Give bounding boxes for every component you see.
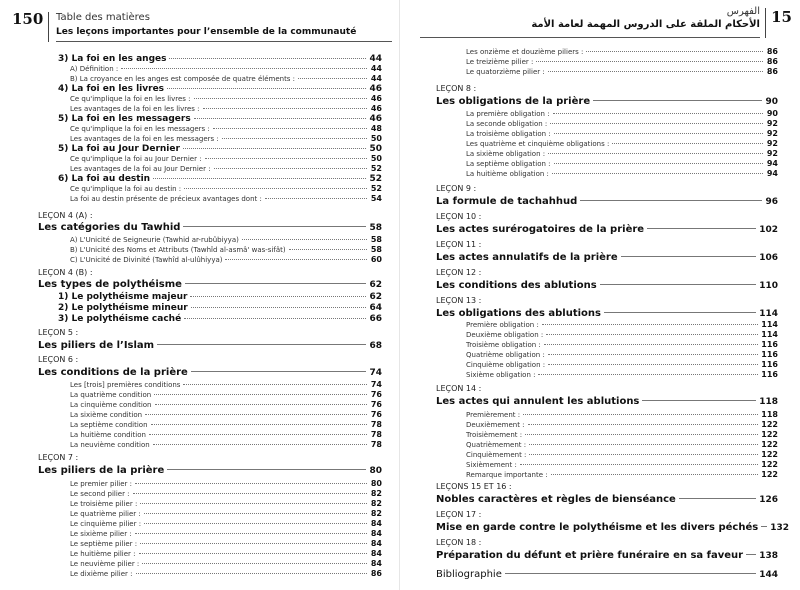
toc-page-number: 92: [766, 129, 778, 138]
dot-leader: [548, 71, 763, 72]
dot-leader: [529, 454, 758, 455]
dot-leader: [529, 444, 758, 445]
toc-entry-title: 5) La foi au Jour Dernier: [58, 144, 180, 154]
toc-entry[interactable]: [466, 460, 778, 469]
toc-page-number: 58: [370, 245, 382, 254]
toc-entry-title: 4) La foi en les livres: [58, 84, 165, 94]
toc-page-number: 52: [370, 164, 382, 173]
toc-page-number: 78: [370, 430, 382, 439]
toc-page-number: 52: [370, 184, 382, 193]
toc-page-number: 46: [369, 114, 382, 124]
toc-entry-title: C) L'Unicité de Divinité (Tawhîd al-ulûhiyya): [70, 256, 223, 264]
toc-entry-title: Deuxièmement :: [466, 421, 525, 429]
toc-entry-title: Les obligations des ablutions: [436, 308, 601, 319]
toc-page-number: 82: [370, 509, 382, 518]
lesson-label[interactable]: [436, 268, 778, 277]
toc-page-number: 84: [370, 539, 382, 548]
toc-entry[interactable]: [466, 57, 778, 66]
dot-leader: [621, 256, 757, 257]
toc-section-entry[interactable]: [436, 522, 789, 533]
dot-leader: [548, 364, 758, 365]
dot-leader: [679, 498, 756, 499]
toc-page-number: 116: [761, 350, 778, 359]
toc-page-number: 84: [370, 549, 382, 558]
toc-entry-title: Les piliers de la prière: [38, 465, 165, 476]
dot-leader: [550, 123, 763, 124]
toc-section-entry[interactable]: [436, 308, 778, 319]
toc-entry-title: LEÇON 12 :: [436, 268, 482, 277]
toc-entry-title: Les avantages de la foi en les livres :: [70, 105, 200, 113]
lesson-label[interactable]: [436, 240, 778, 249]
toc-page-number: 58: [369, 223, 382, 233]
toc-entry-title: La huitième condition: [70, 431, 146, 439]
toc-page-number: 44: [370, 64, 382, 73]
header-arabic-title: الفهرس: [726, 6, 760, 17]
toc-entry-title: Ce qu'implique la foi au destin :: [70, 185, 182, 193]
toc-entry[interactable]: [466, 430, 778, 439]
toc-entry-title: Le troisième pilier :: [70, 500, 138, 508]
toc-entry-title: La formule de tachahhud: [436, 196, 578, 207]
toc-entry-title: La seconde obligation :: [466, 120, 548, 128]
toc-page-number: 62: [369, 292, 382, 302]
toc-page-number: 66: [369, 314, 382, 324]
toc-entry-title: LEÇON 5 :: [38, 328, 79, 337]
toc-entry[interactable]: [466, 159, 778, 168]
toc-entry[interactable]: [466, 320, 778, 329]
toc-section-entry[interactable]: [436, 280, 778, 291]
toc-entry-title: Ce qu'implique la foi au Jour Dernier :: [70, 155, 202, 163]
toc-entry-title: Les avantages de la foi en les messagers :: [70, 135, 219, 143]
toc-entry[interactable]: [466, 470, 778, 479]
toc-entry-title: Le quatorzième pilier :: [466, 68, 545, 76]
toc-page-number: 84: [370, 559, 382, 568]
toc-page-number: 122: [761, 420, 778, 429]
toc-page-number: 68: [369, 341, 382, 351]
toc-entry-title: La quatrième condition: [70, 391, 152, 399]
toc-section-entry[interactable]: [436, 96, 778, 107]
toc-entry-title: Quatrièmement :: [466, 441, 527, 449]
toc-entry-title: Préparation du défunt et prière funéraire en sa faveur: [436, 550, 744, 561]
toc-entry-title: Cinquième obligation :: [466, 361, 546, 369]
toc-entry-title: LEÇON 17 :: [436, 510, 482, 519]
toc-page-number: 78: [370, 420, 382, 429]
toc-page-number: 52: [369, 174, 382, 184]
toc-page-number: 46: [369, 84, 382, 94]
toc-page-number: 122: [761, 430, 778, 439]
toc-page-number: 46: [370, 94, 382, 103]
toc-entry[interactable]: [466, 420, 778, 429]
toc-entry-title: A) L'Unicité de Seigneurie (Tawhid ar-rubûbiyya): [70, 236, 239, 244]
toc-entry-title: La première obligation :: [466, 110, 550, 118]
dot-leader: [542, 324, 759, 325]
toc-page-number: 94: [766, 169, 778, 178]
toc-entry[interactable]: [466, 149, 778, 158]
dot-leader: [586, 51, 763, 52]
toc-page-number: 62: [369, 280, 382, 290]
toc-page-number: 90: [766, 109, 778, 118]
dot-leader: [548, 153, 763, 154]
dot-leader: [746, 554, 756, 555]
toc-entry-title: LEÇON 8 :: [436, 84, 477, 93]
toc-entry-title: Nobles caractères et règles de bienséance: [436, 494, 676, 505]
toc-entry[interactable]: [466, 47, 778, 56]
lesson-label[interactable]: [436, 510, 778, 519]
toc-section-entry[interactable]: [436, 396, 778, 407]
toc-page-number: 48: [370, 124, 382, 133]
header-title: Table des matières: [56, 12, 150, 23]
toc-entry-title: B) La croyance en les anges est composée de quatre éléments :: [70, 75, 296, 83]
toc-page-number: 96: [765, 197, 778, 207]
right-page-header: [420, 6, 792, 46]
toc-entry-title: Bibliographie: [436, 569, 502, 580]
toc-page-number: 74: [369, 368, 382, 378]
toc-entry-title: 3) Le polythéisme caché: [58, 314, 182, 324]
toc-page-number: 76: [370, 390, 382, 399]
lesson-label[interactable]: [436, 538, 778, 547]
toc-entry-title: Les piliers de l’Islam: [38, 340, 155, 351]
toc-page-number: 126: [759, 495, 778, 505]
toc-entry-title: La neuvième condition: [70, 441, 150, 449]
toc-page-number: 138: [759, 551, 778, 561]
dot-leader: [553, 113, 763, 114]
toc-entry-title: Premièrement :: [466, 411, 521, 419]
header-divider: [765, 8, 766, 38]
toc-entry-title: Le treizième pilier :: [466, 58, 534, 66]
toc-section-entry[interactable]: [436, 252, 778, 263]
toc-entry-title: Quatrième obligation :: [466, 351, 545, 359]
toc-page-number: 122: [761, 450, 778, 459]
toc-page-number: 102: [759, 225, 778, 235]
toc-entry-title: LEÇON 13 :: [436, 296, 482, 305]
toc-entry[interactable]: [466, 139, 778, 148]
toc-entry-title: LEÇON 6 :: [38, 355, 79, 364]
dot-leader: [604, 312, 756, 313]
toc-entry-title: Les [trois] premières conditions: [70, 381, 181, 389]
toc-page-number: 144: [759, 570, 778, 580]
toc-entry-title: LEÇON 18 :: [436, 538, 482, 547]
toc-page-number: 132: [770, 523, 789, 533]
toc-entry-title: 3) La foi en les anges: [58, 54, 167, 64]
toc-page-number: 118: [761, 410, 778, 419]
toc-page-number: 116: [761, 370, 778, 379]
toc-page-number: 80: [370, 479, 382, 488]
toc-page-number: 44: [369, 54, 382, 64]
toc-entry-title: Les types de polythéisme: [38, 279, 182, 290]
toc-page-number: 60: [370, 255, 382, 264]
dot-leader: [546, 334, 758, 335]
lesson-label[interactable]: [436, 482, 778, 491]
toc-page-number: 76: [370, 410, 382, 419]
toc-page-number: 92: [766, 139, 778, 148]
toc-page-number: 122: [761, 470, 778, 479]
toc-entry-title: Première obligation :: [466, 321, 539, 329]
toc-entry[interactable]: [466, 450, 778, 459]
toc-page-number: 46: [370, 104, 382, 113]
toc-page-number: 86: [766, 47, 778, 56]
toc-entry-title: LEÇONS 15 ET 16 :: [436, 482, 512, 491]
toc-entry-title: 1) Le polythéisme majeur: [58, 292, 188, 302]
toc-entry[interactable]: [466, 360, 778, 369]
toc-page-number: 86: [370, 569, 382, 578]
dot-leader: [523, 414, 758, 415]
toc-page-number: 54: [370, 194, 382, 203]
dot-leader: [548, 354, 758, 355]
toc-entry[interactable]: [466, 340, 778, 349]
toc-page-number: 106: [759, 253, 778, 263]
toc-entry-title: 6) La foi au destin: [58, 174, 151, 184]
toc-entry-title: LEÇON 4 (A) :: [38, 211, 93, 220]
lesson-label[interactable]: [436, 184, 778, 193]
toc-entry-title: LEÇON 7 :: [38, 453, 79, 462]
toc-page-number: 114: [761, 320, 778, 329]
toc-entry-title: Les obligations de la prière: [436, 96, 591, 107]
toc-entry-title: Le huitième pilier :: [70, 550, 136, 558]
dot-leader: [600, 284, 757, 285]
toc-entry[interactable]: [466, 119, 778, 128]
toc-entry-title: La septième obligation :: [466, 160, 551, 168]
toc-page-number: 44: [370, 74, 382, 83]
dot-leader: [525, 434, 758, 435]
toc-entry-title: Mise en garde contre le polythéisme et les divers péchés: [436, 522, 759, 533]
toc-entry[interactable]: [466, 370, 778, 379]
toc-entry-title: Le sixième pilier :: [70, 530, 132, 538]
lesson-label[interactable]: [436, 212, 778, 221]
toc-entry[interactable]: [466, 169, 778, 178]
toc-entry-title: Le cinquième pilier :: [70, 520, 142, 528]
toc-entry-title: LEÇON 9 :: [436, 184, 477, 193]
toc-entry-title: La foi au destin présente de précieux avantages dont :: [70, 195, 262, 203]
toc-section-entry[interactable]: [436, 196, 778, 207]
toc-entry-title: LEÇON 4 (B) :: [38, 268, 93, 277]
toc-entry-title: Sixièmement :: [466, 461, 517, 469]
toc-page-number: 92: [766, 119, 778, 128]
toc-page-number: 82: [370, 489, 382, 498]
dot-leader: [544, 344, 759, 345]
toc-page-number: 80: [369, 466, 382, 476]
toc-entry-title: Ce qu'implique la foi en les livres :: [70, 95, 191, 103]
toc-page-number: 86: [766, 57, 778, 66]
toc-entry-title: Le dixième pilier :: [70, 570, 133, 578]
toc-page-number: 78: [370, 440, 382, 449]
toc-entry-title: Ce qu'implique la foi en les messagers :: [70, 125, 210, 133]
toc-page-number: 82: [370, 499, 382, 508]
toc-page-number: 122: [761, 440, 778, 449]
lesson-label[interactable]: [436, 84, 778, 93]
toc-entry-title: Troisièmement :: [466, 431, 523, 439]
toc-entry-title: 5) La foi en les messagers: [58, 114, 191, 124]
dot-leader: [552, 173, 763, 174]
lesson-label[interactable]: [436, 384, 778, 393]
toc-entry[interactable]: [466, 410, 778, 419]
toc-entry-title: LEÇON 14 :: [436, 384, 482, 393]
toc-page-number: 84: [370, 519, 382, 528]
toc-entry-title: A) Définition :: [70, 65, 119, 73]
left-page-number: 150: [12, 10, 44, 28]
toc-entry-title: Les quatrième et cinquième obligations :: [466, 140, 610, 148]
dot-leader: [505, 573, 756, 574]
dot-leader: [593, 100, 762, 101]
toc-entry-title: Remarque importante :: [466, 471, 548, 479]
toc-page-number: 94: [766, 159, 778, 168]
toc-entry-title: La septième condition: [70, 421, 148, 429]
toc-entry-title: Les catégories du Tawhid: [38, 222, 181, 233]
toc-entry-title: Le neuvième pilier :: [70, 560, 140, 568]
dot-leader: [551, 474, 759, 475]
toc-page-number: 114: [761, 330, 778, 339]
toc-page-number: 84: [370, 529, 382, 538]
toc-entry-title: Cinquièmement :: [466, 451, 527, 459]
header-rule: [420, 37, 760, 38]
toc-entry-title: La sixième obligation :: [466, 150, 546, 158]
dot-leader: [612, 143, 763, 144]
toc-entry-title: 2) Le polythéisme mineur: [58, 303, 188, 313]
toc-entry-title: Les conditions de la prière: [38, 367, 188, 378]
dot-leader: [642, 400, 756, 401]
toc-entry[interactable]: [466, 109, 778, 118]
toc-page-number: 114: [759, 309, 778, 319]
toc-entry-title: Le second pilier :: [70, 490, 130, 498]
toc-page-number: 90: [765, 97, 778, 107]
toc-section-entry[interactable]: [436, 224, 778, 235]
dot-leader: [528, 424, 759, 425]
toc-entry[interactable]: [466, 330, 778, 339]
toc-entry-title: Le septième pilier :: [70, 540, 138, 548]
toc-page-number: 118: [759, 397, 778, 407]
toc-entry-title: Les onzième et douzième piliers :: [466, 48, 584, 56]
toc-section-entry[interactable]: [436, 550, 778, 561]
dot-leader: [538, 374, 758, 375]
dot-leader: [520, 464, 758, 465]
toc-entry[interactable]: [466, 350, 778, 359]
right-page-number: 15: [771, 8, 792, 26]
toc-entry[interactable]: [466, 67, 778, 76]
toc-page-number: 50: [369, 144, 382, 154]
toc-page-number: 64: [369, 303, 382, 313]
toc-section-entry[interactable]: [436, 494, 778, 505]
toc-page-number: 110: [759, 281, 778, 291]
toc-entry[interactable]: [466, 129, 778, 138]
toc-entry-title: Deuxième obligation :: [466, 331, 544, 339]
toc-entry-title: LEÇON 10 :: [436, 212, 482, 221]
toc-page-number: 86: [766, 67, 778, 76]
dot-leader: [580, 200, 762, 201]
toc-entry[interactable]: [466, 440, 778, 449]
toc-entry-title: La troisième obligation :: [466, 130, 551, 138]
toc-entry-title: Les actes qui annulent les ablutions: [436, 396, 640, 407]
toc-entry-title: Le premier pilier :: [70, 480, 133, 488]
toc-page-number: 76: [370, 400, 382, 409]
toc-entry-title: Sixième obligation :: [466, 371, 536, 379]
toc-page-number: 116: [761, 360, 778, 369]
dot-leader: [647, 228, 756, 229]
toc-page-number: 122: [761, 460, 778, 469]
toc-page-number: 92: [766, 149, 778, 158]
dot-leader: [761, 526, 767, 527]
header-subtitle: Les leçons importantes pour l’ensemble de la communauté: [56, 27, 357, 37]
toc-section-entry[interactable]: [436, 569, 778, 580]
toc-page-number: 50: [370, 154, 382, 163]
toc-entry-title: B) L'Unicité des Noms et Attributs (Tawhîd al-asmâ' was-sifât): [70, 246, 286, 254]
toc-page-number: 116: [761, 340, 778, 349]
toc-page-number: 58: [370, 235, 382, 244]
toc-entry-title: Le quatrième pilier :: [70, 510, 141, 518]
toc-entry-title: LEÇON 11 :: [436, 240, 482, 249]
toc-entry-title: Les actes annulatifs de la prière: [436, 252, 618, 263]
toc-entry-title: Les avantages de la foi au Jour Dernier :: [70, 165, 211, 173]
toc-entry-title: Les conditions des ablutions: [436, 280, 597, 291]
toc-entry-title: La huitième obligation :: [466, 170, 549, 178]
toc-entry-title: La sixième condition: [70, 411, 143, 419]
toc-page-number: 50: [370, 134, 382, 143]
toc-entry-title: La cinquième condition: [70, 401, 152, 409]
toc-entry-title: Troisième obligation :: [466, 341, 541, 349]
header-arabic-subtitle: الأحكام الملقة على الدروس المهمة لعامة الأمة: [531, 19, 760, 30]
dot-leader: [554, 163, 764, 164]
lesson-label[interactable]: [436, 296, 778, 305]
toc-page-number: 74: [370, 380, 382, 389]
dot-leader: [554, 133, 763, 134]
toc-entry-title: Les actes surérogatoires de la prière: [436, 224, 645, 235]
dot-leader: [536, 61, 763, 62]
